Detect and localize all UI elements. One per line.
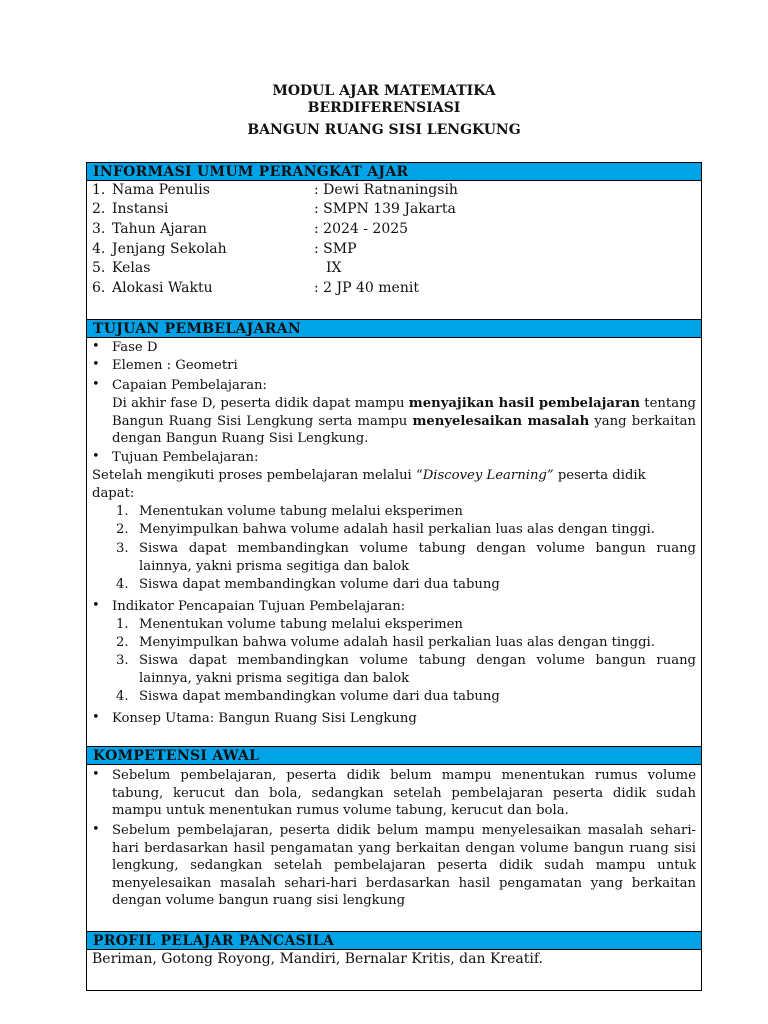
list-number: 3.: [116, 541, 129, 556]
info-value-instansi: : SMPN 139 Jakarta: [314, 201, 456, 217]
info-row-num: 5.: [92, 260, 106, 276]
tujuan-intro: [92, 467, 646, 485]
list-number: 2.: [116, 522, 129, 537]
tujuan-item: Siswa dapat membandingkan volume dari dua tabung: [139, 577, 500, 592]
capaian-label: Capaian Pembelajaran:: [112, 378, 267, 393]
konsep-text: Konsep Utama: Bangun Ruang Sisi Lengkung: [112, 711, 417, 726]
bullet-icon: •: [92, 710, 100, 725]
info-row-num: 4.: [92, 241, 106, 257]
section-header-informasi: INFORMASI UMUM PERANGKAT AJAR: [86, 162, 702, 181]
section-header-tujuan: TUJUAN PEMBELAJARAN: [86, 319, 702, 338]
kompetensi-item: Sebelum pembelajaran, peserta didik belum mampu menentukan rumus volume tabung, kerucut dan bola, sedangkan setelah pembelajaran peserta didik sudah mampu untuk menentukan rumus volume tabung, kerucut dan bola.: [112, 768, 696, 818]
elemen-text: Elemen : Geometri: [112, 358, 238, 373]
indikator-label: Indikator Pencapaian Tujuan Pembelajaran:: [112, 599, 406, 614]
capaian-paragraph: [112, 395, 696, 448]
section-header-kompetensi: KOMPETENSI AWAL: [86, 746, 702, 765]
indikator-item: Siswa dapat membandingkan volume tabung dengan volume bangun ruang lainnya, yakni prisma segitiga dan balok: [139, 653, 696, 686]
table-bottom-border: [86, 990, 702, 991]
list-number: 4.: [116, 689, 129, 704]
info-value-jenjang: : SMP: [314, 241, 357, 257]
list-number: 1.: [116, 617, 129, 632]
capaian-text: Di akhir fase D, peserta didik dapat mampu: [112, 396, 409, 411]
capaian-text: tentang Bangun Ruang Sisi Lengkung serta mampu: [112, 396, 696, 429]
info-value-alokasi: : 2 JP 40 menit: [314, 280, 419, 296]
info-label-jenjang: Jenjang Sekolah: [112, 241, 227, 257]
info-row-num: 2.: [92, 201, 106, 217]
info-label-instansi: Instansi: [112, 201, 169, 217]
list-number: 1.: [116, 504, 129, 519]
capaian-bold-2: menyelesaikan masalah: [412, 413, 590, 429]
list-number: 2.: [116, 635, 129, 650]
intro-italic: Discovey Learning”: [422, 468, 554, 483]
info-row-num: 6.: [92, 280, 106, 296]
list-number: 3.: [116, 653, 129, 668]
tujuan-intro-line2: dapat:: [92, 486, 135, 501]
doc-subtitle: BERDIFERENSIASI: [307, 100, 461, 116]
bullet-icon: •: [92, 449, 100, 464]
info-label-alokasi: Alokasi Waktu: [112, 280, 213, 296]
tujuan-item: Menyimpulkan bahwa volume adalah hasil perkalian luas alas dengan tinggi.: [139, 522, 655, 537]
fase-text: Fase D: [112, 340, 158, 355]
section-header-profil: PROFIL PELAJAR PANCASILA: [86, 931, 702, 950]
doc-title: MODUL AJAR MATEMATIKA: [272, 83, 496, 99]
info-label-tahun: Tahun Ajaran: [112, 221, 207, 237]
bullet-icon: •: [92, 377, 100, 392]
info-value-kelas: IX: [326, 260, 342, 276]
profil-text: Beriman, Gotong Royong, Mandiri, Bernalar Kritis, dan Kreatif.: [92, 951, 543, 967]
bullet-icon: •: [92, 357, 100, 372]
capaian-text: yang berkaitan dengan Bangun Ruang Sisi Lengkung.: [112, 413, 696, 446]
tujuan-label: Tujuan Pembelajaran:: [112, 450, 259, 465]
info-row-num: 1.: [92, 182, 106, 198]
capaian-bold-1: menyajikan hasil pembelajaran: [408, 396, 641, 411]
indikator-item: Menyimpulkan bahwa volume adalah hasil perkalian luas alas dengan tinggi.: [139, 635, 655, 650]
info-row-num: 3.: [92, 221, 106, 237]
tujuan-item: Siswa dapat membandingkan volume tabung dengan volume bangun ruang lainnya, yakni prisma segitiga dan balok: [139, 541, 696, 574]
bullet-icon: •: [92, 598, 100, 613]
indikator-item: Menentukan volume tabung melalui eksperimen: [139, 617, 463, 632]
tujuan-item: Menentukan volume tabung melalui eksperimen: [139, 504, 463, 519]
doc-topic: BANGUN RUANG SISI LENGKUNG: [247, 122, 521, 138]
list-number: 4.: [116, 577, 129, 592]
info-value-nama: : Dewi Ratnaningsih: [314, 182, 458, 198]
intro-text: Setelah mengikuti proses pembelajaran melalui “: [92, 468, 423, 483]
info-label-nama: Nama Penulis: [112, 182, 210, 198]
kompetensi-item: Sebelum pembelajaran, peserta didik belum mampu menyelesaikan masalah sehari-hari berdasarkan hasil pengamatan yang berkaitan dengan volume bangun ruang sisi lengkung, sedangkan setelah pembelajaran peserta didik sudah mampu untuk menyelesaikan masalah sehari-hari berdasarkan hasil pengamatan yang berkaitan dengan volume bangun ruang sisi lengkung: [112, 823, 696, 908]
bullet-icon: •: [92, 822, 100, 837]
info-value-tahun: : 2024 - 2025: [314, 221, 409, 237]
info-label-kelas: Kelas: [112, 260, 151, 276]
intro-text: peserta didik: [553, 468, 646, 483]
bullet-icon: •: [92, 767, 100, 782]
bullet-icon: •: [92, 339, 100, 354]
indikator-item: Siswa dapat membandingkan volume dari dua tabung: [139, 689, 500, 704]
